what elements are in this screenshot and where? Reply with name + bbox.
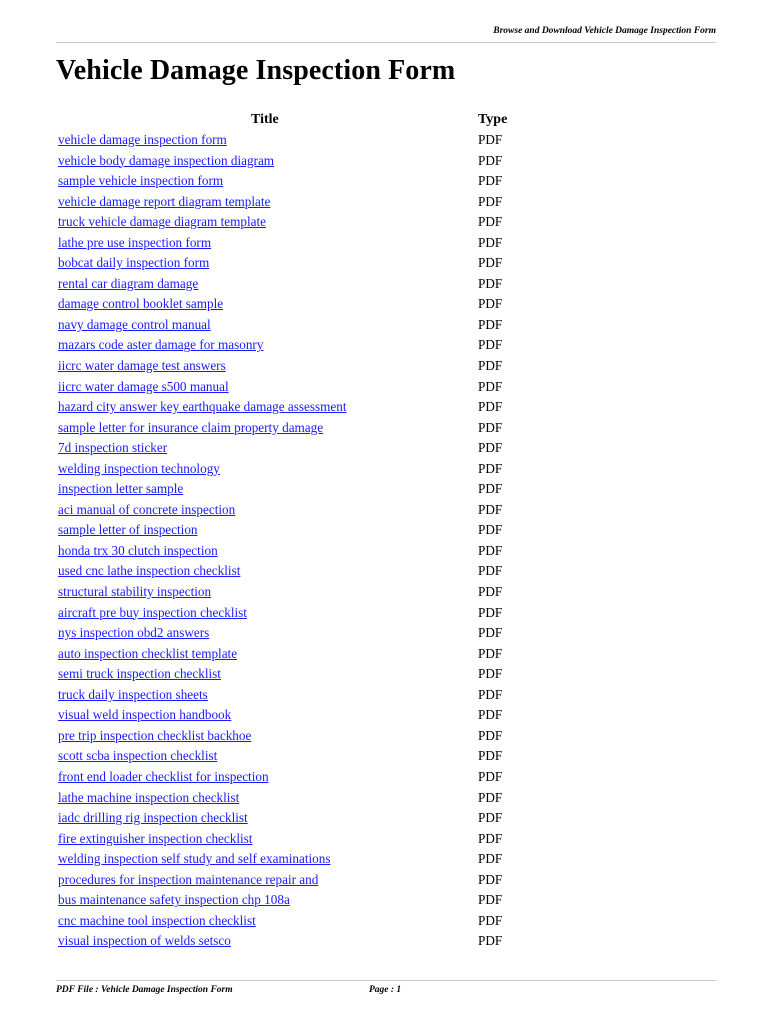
table-row (58, 522, 518, 543)
document-type: PDF (478, 563, 503, 579)
table-row (58, 728, 518, 749)
document-type: PDF (478, 584, 503, 600)
document-link[interactable]: lathe pre use inspection form (58, 234, 212, 250)
document-link[interactable]: welding inspection technology (58, 460, 220, 476)
table-row (58, 173, 518, 194)
table-row (58, 748, 518, 769)
table-row (58, 831, 518, 852)
table-row (58, 194, 518, 215)
table-row (58, 255, 518, 276)
document-type: PDF (478, 255, 503, 271)
document-link[interactable]: truck daily inspection sheets (58, 686, 208, 702)
document-link[interactable]: bobcat daily inspection form (58, 255, 210, 271)
table-row (58, 214, 518, 235)
document-link[interactable]: vehicle damage inspection form (58, 132, 227, 147)
table-row (58, 563, 518, 584)
document-type: PDF (478, 378, 503, 394)
table-row (58, 358, 518, 379)
document-link[interactable]: inspection letter sample (58, 481, 184, 497)
document-type: PDF (478, 337, 503, 353)
document-link[interactable]: rental car diagram damage (58, 275, 199, 291)
document-type: PDF (478, 358, 503, 374)
document-link[interactable]: sample letter of inspection (58, 522, 198, 538)
table-row (58, 440, 518, 461)
table-header (58, 112, 518, 130)
document-type: PDF (478, 522, 503, 538)
table-row (58, 132, 518, 153)
table-row (58, 337, 518, 358)
table-row (58, 235, 518, 256)
document-link[interactable]: pre trip inspection checklist backhoe (58, 727, 252, 743)
page-title: Vehicle Damage Inspection Form (56, 55, 456, 86)
table-row (58, 933, 518, 954)
document-link[interactable]: scott scba inspection checklist (58, 748, 218, 764)
document-type: PDF (478, 727, 503, 743)
document-link[interactable]: auto inspection checklist template (58, 645, 238, 661)
table-row (58, 687, 518, 708)
document-type: PDF (478, 933, 503, 949)
document-type: PDF (478, 625, 503, 641)
table-row (58, 317, 518, 338)
table-row (58, 625, 518, 646)
document-type: PDF (478, 686, 503, 702)
document-link[interactable]: navy damage control manual (58, 316, 211, 332)
document-link[interactable]: welding inspection self study and self examinations (58, 851, 331, 867)
document-type: PDF (478, 666, 503, 682)
table-row (58, 605, 518, 626)
table-row (58, 707, 518, 728)
table-row (58, 646, 518, 667)
table-row (58, 584, 518, 605)
footer-file-label: PDF File : Vehicle Damage Inspection Form (56, 985, 233, 995)
document-link[interactable]: hazard city answer key earthquake damage assessment (58, 399, 347, 415)
document-type: PDF (478, 399, 503, 415)
header-tagline: Browse and Download Vehicle Damage Inspection Form (493, 26, 716, 36)
table-row (58, 790, 518, 811)
document-link[interactable]: visual inspection of welds setsco (58, 933, 231, 949)
document-link[interactable]: structural stability inspection (58, 584, 212, 600)
document-type: PDF (478, 193, 503, 209)
column-header-type: Type (478, 112, 508, 127)
document-type: PDF (478, 748, 503, 764)
document-type: PDF (478, 707, 503, 723)
document-link[interactable]: iicrc water damage s500 manual (58, 378, 229, 394)
document-type: PDF (478, 830, 503, 846)
document-link[interactable]: damage control booklet sample (58, 296, 224, 312)
table-row (58, 913, 518, 934)
table-body (58, 132, 518, 954)
document-type: PDF (478, 789, 503, 805)
table-row (58, 666, 518, 687)
column-header-title: Title (251, 112, 279, 127)
document-type: PDF (478, 152, 503, 168)
document-link[interactable]: vehicle body damage inspection diagram (58, 152, 275, 168)
table-row (58, 461, 518, 482)
document-type: PDF (478, 214, 503, 230)
footer-page-label: Page : 1 (369, 985, 402, 995)
document-link[interactable]: truck vehicle damage diagram template (58, 214, 266, 230)
table-row (58, 872, 518, 893)
document-type: PDF (478, 604, 503, 620)
document-link[interactable]: cnc machine tool inspection checklist (58, 912, 256, 928)
document-type: PDF (478, 645, 503, 661)
header-divider (56, 42, 716, 43)
document-link[interactable]: nys inspection obd2 answers (58, 625, 210, 641)
document-type: PDF (478, 810, 503, 826)
document-type: PDF (478, 542, 503, 558)
document-link[interactable]: 7d inspection sticker (58, 440, 168, 456)
document-link[interactable]: aci manual of concrete inspection (58, 501, 236, 517)
document-link[interactable]: vehicle damage report diagram template (58, 193, 271, 209)
document-type: PDF (478, 316, 503, 332)
document-link[interactable]: used cnc lathe inspection checklist (58, 563, 241, 579)
document-type: PDF (478, 501, 503, 517)
table-row (58, 420, 518, 441)
document-link[interactable]: aircraft pre buy inspection checklist (58, 604, 247, 620)
document-link[interactable]: lathe machine inspection checklist (58, 789, 240, 805)
document-link[interactable]: visual weld inspection handbook (58, 707, 232, 723)
document-type: PDF (478, 768, 503, 784)
document-type: PDF (478, 460, 503, 476)
document-link[interactable]: sample letter for insurance claim property damage (58, 419, 324, 435)
document-type: PDF (478, 851, 503, 867)
table-row (58, 379, 518, 400)
table-row (58, 153, 518, 174)
document-type: PDF (478, 173, 503, 189)
document-link[interactable]: iicrc water damage test answers (58, 358, 226, 374)
document-type: PDF (478, 892, 503, 908)
document-link[interactable]: semi truck inspection checklist (58, 666, 221, 682)
document-type: PDF (478, 912, 503, 928)
table-row (58, 502, 518, 523)
document-table (58, 112, 518, 954)
table-row (58, 769, 518, 790)
document-link[interactable]: mazars code aster damage for masonry (58, 337, 264, 353)
document-type: PDF (478, 275, 503, 291)
table-row (58, 543, 518, 564)
table-row (58, 851, 518, 872)
table-row (58, 399, 518, 420)
document-link[interactable]: front end loader checklist for inspection (58, 768, 269, 784)
table-row (58, 892, 518, 913)
document-type: PDF (478, 419, 503, 435)
document-link[interactable]: honda trx 30 clutch inspection (58, 542, 218, 558)
table-row (58, 481, 518, 502)
document-type: PDF (478, 296, 503, 312)
document-link[interactable]: procedures for inspection maintenance repair and (58, 871, 319, 887)
document-link[interactable]: bus maintenance safety inspection chp 108a (58, 892, 290, 908)
document-type: PDF (478, 871, 503, 887)
table-row (58, 296, 518, 317)
document-type: PDF (478, 440, 503, 456)
document-type: PDF (478, 132, 503, 147)
document-link[interactable]: sample vehicle inspection form (58, 173, 224, 189)
document-type: PDF (478, 234, 503, 250)
document-link[interactable]: fire extinguisher inspection checklist (58, 830, 253, 846)
footer-divider (56, 980, 716, 981)
document-link[interactable]: iadc drilling rig inspection checklist (58, 810, 248, 826)
table-row (58, 276, 518, 297)
table-row (58, 810, 518, 831)
document-type: PDF (478, 481, 503, 497)
